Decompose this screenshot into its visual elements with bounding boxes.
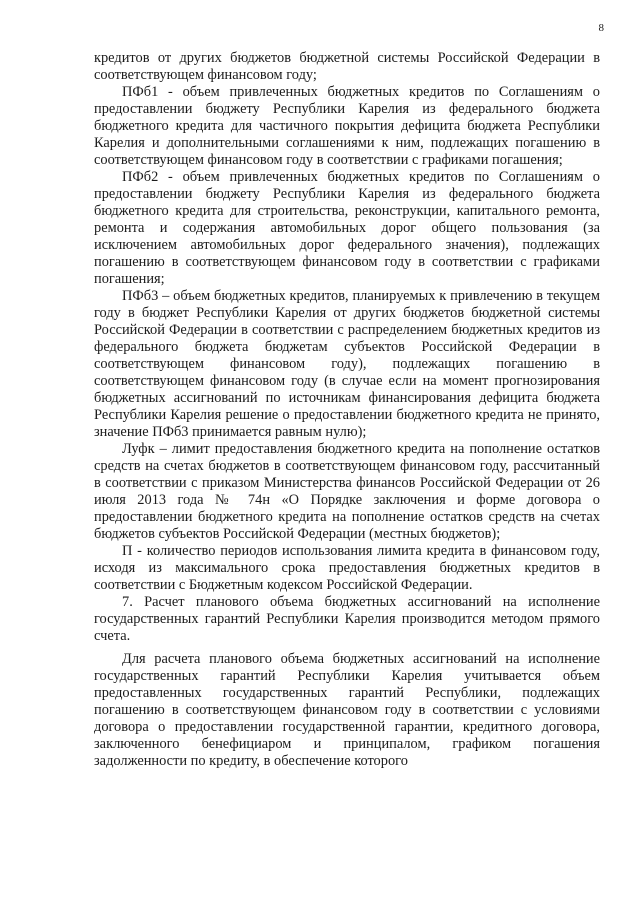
- document-body: [94, 50, 600, 770]
- paragraph-pfb3-definition: ПФб3 – объем бюджетных кредитов, планируемых к привлечению в текущем году в бюджет Республики Карелия от других бюджетов бюджетной системы Российской Федерации в соответствии с распределением бюджетных кредитов из федерального бюджета бюджетам субъектов Российской Федерации в соответствующем финансовом году), подлежащих погашению в соответствующем финансовом году (в случае если на момент прогнозирования бюджетных ассигнований по источникам финансирования дефицита бюджета Республики Карелия решение о предоставлении бюджетного кредита не принято, значение ПФб3 принимается равным нулю);: [94, 288, 600, 440]
- paragraph-continuation: кредитов от других бюджетов бюджетной системы Российской Федерации в соответствующем финансовом году;: [94, 50, 600, 83]
- paragraph-lufk-definition: Луфк – лимит предоставления бюджетного кредита на пополнение остатков средств на счетах бюджетов в соответствующем финансовом году, рассчитанный в соответствии с приказом Министерства финансов Российской Федерации от 26 июля 2013 года № 74н «О Порядке заключения и форме договора о предоставлении бюджетного кредита на пополнение остатков средств на счетах бюджетов субъектов Российской Федерации (местных бюджетов);: [94, 441, 600, 542]
- paragraph-pfb2-definition: ПФб2 - объем привлеченных бюджетных кредитов по Соглашениям о предоставлении бюджету Республики Карелия из федерального бюджета бюджетного кредита для строительства, реконструкции, капитального ремонта, ремонта и содержания автомобильных дорог общего пользования (за исключением автомобильных дорог федерального значения), подлежащих погашению в соответствующем финансовом году в соответствии с графиками погашения;: [94, 169, 600, 287]
- paragraph-pfb1-definition: ПФб1 - объем привлеченных бюджетных кредитов по Соглашениям о предоставлении бюджету Республики Карелия из федерального бюджета бюджетного кредита для частичного покрытия дефицита бюджета Республики Карелия и дополнительными соглашениями к ним, подлежащих погашению в соответствующем финансовом году в соответствии с графиками погашения;: [94, 84, 600, 168]
- paragraph-p-definition: П - количество периодов использования лимита кредита в финансовом году, исходя из максимального срока предоставления бюджетных кредитов в соответствии с Бюджетным кодексом Российской Федерации.: [94, 543, 600, 593]
- paragraph-item-7: 7. Расчет планового объема бюджетных ассигнований на исполнение государственных гарантий Республики Карелия производится методом прямого счета.: [94, 594, 600, 644]
- paragraph-guarantees-calculation: Для расчета планового объема бюджетных ассигнований на исполнение государственных гарантий Республики Карелия учитывается объем предоставленных государственных гарантий Республики, подлежащих погашению в соответствующем финансовом году в соответствии с условиями договора о предоставлении государственной гарантии, кредитного договора, заключенного бенефициаром и принципалом, графиком погашения задолженности по кредиту, в обеспечение которого: [94, 651, 600, 769]
- page-number: 8: [598, 22, 604, 34]
